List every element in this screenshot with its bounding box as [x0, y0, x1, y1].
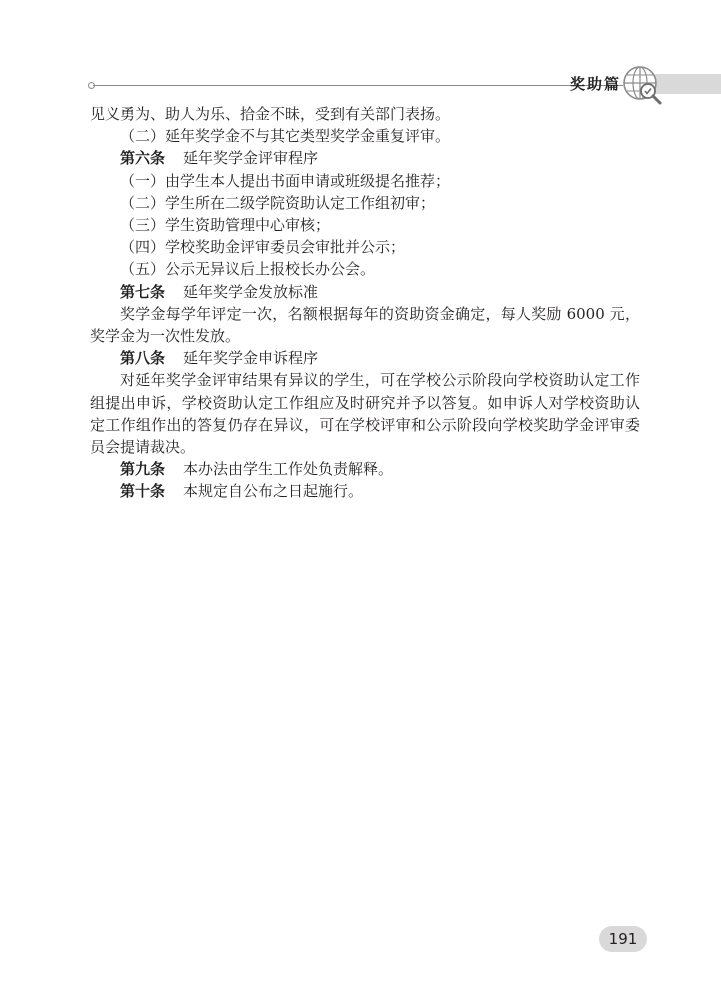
article-10-label: 第十条: [120, 482, 166, 501]
article-10-text: 本规定自公布之日起施行。: [183, 482, 364, 501]
article-10: [90, 480, 640, 502]
article-6-step: （三）学生资助管理中心审核；: [120, 216, 331, 235]
article-7-body: 奖学金每学年评定一次，名额根据每年的资助资金确定，每人奖励 6000 元，奖学金为一次性发放。: [90, 304, 640, 346]
article-9-label: 第九条: [120, 460, 166, 479]
article-8-title: 延年奖学金申诉程序: [183, 349, 319, 368]
article-6-label: 第六条: [120, 149, 166, 168]
article-9-text: 本办法由学生工作处负责解释。: [183, 460, 394, 479]
article-6-heading: [90, 147, 640, 169]
article-8-body: 对延年奖学金评审结果有异议的学生，可在学校公示阶段向学校资助认定工作组提出申诉，学校资助认定工作组应及时研究并予以答复。如申诉人对学校资助认定工作组作出的答复仍存在异议，可在学校评审和公示阶段向学校奖助学金评审委员会提请裁决。: [90, 371, 640, 457]
article-8-label: 第八条: [120, 349, 166, 368]
page-number: 191: [599, 926, 647, 952]
article-9: [90, 458, 640, 480]
article-6-title: 延年奖学金评审程序: [183, 149, 319, 168]
article-6-step: （二）学生所在二级学院资助认定工作组初审；: [120, 193, 436, 212]
paragraph-clause-2: （二）延年奖学金不与其它类型奖学金重复评审。: [120, 127, 451, 146]
globe-magnifier-icon: [620, 63, 664, 107]
section-title: 奖助篇: [570, 75, 622, 93]
article-6-step: （一）由学生本人提出书面申请或班级提名推荐；: [120, 171, 451, 190]
article-6-step: （四）学校奖助金评审委员会审批并公示；: [120, 238, 406, 257]
article-7-heading: [90, 281, 640, 303]
header-rule: [93, 85, 623, 86]
document-body: [90, 103, 640, 503]
article-8-heading: [90, 347, 640, 369]
article-6-step: （五）公示无异议后上报校长办公会。: [120, 260, 376, 279]
article-7-title: 延年奖学金发放标准: [183, 282, 319, 301]
paragraph-continuation: 见义勇为、助人为乐、拾金不昧，受到有关部门表扬。: [90, 105, 451, 123]
article-7-label: 第七条: [120, 282, 166, 301]
